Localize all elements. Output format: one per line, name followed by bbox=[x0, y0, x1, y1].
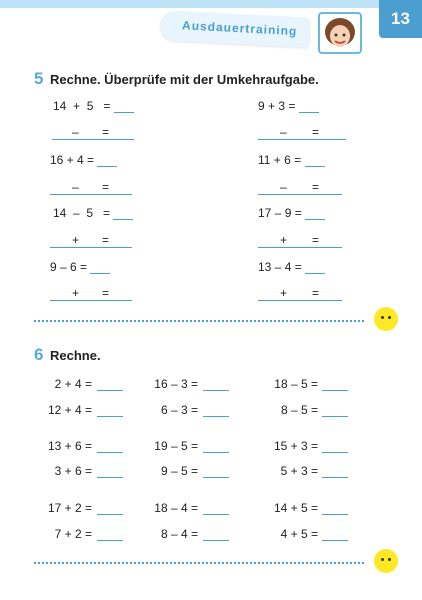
answer-blank bbox=[322, 376, 348, 391]
reverse-task-line: + = bbox=[258, 286, 342, 301]
reverse-task-line: – = bbox=[258, 125, 346, 140]
task-equation: 11 + 6 = bbox=[258, 153, 325, 167]
answer-blank bbox=[97, 463, 123, 478]
page-number: 13 bbox=[379, 0, 422, 38]
answer-blank bbox=[203, 402, 229, 417]
answer-blank bbox=[322, 463, 348, 478]
answer-blank bbox=[97, 376, 123, 391]
task-equation: 13 + 6 = bbox=[47, 439, 92, 453]
exercise-number-5: 5 bbox=[34, 69, 44, 88]
dotted-separator bbox=[34, 320, 364, 322]
top-band bbox=[0, 0, 422, 8]
task-equation: 16 – 3 = bbox=[154, 377, 198, 391]
answer-blank bbox=[203, 526, 229, 541]
answer-blank bbox=[322, 402, 348, 417]
header-tab bbox=[159, 10, 310, 48]
exercise-title-5: Rechne. Überprüfe mit der Umkehraufgabe. bbox=[50, 72, 319, 87]
task-equation: 8 – 4 = bbox=[160, 527, 198, 541]
task-equation: 2 + 4 = bbox=[54, 377, 92, 391]
reverse-task-line: + = bbox=[258, 233, 342, 248]
reverse-task-line: – = bbox=[52, 125, 134, 140]
task-equation: 14 + 5 = bbox=[273, 501, 318, 515]
avatar bbox=[318, 12, 362, 54]
reverse-task-line: – = bbox=[50, 180, 132, 195]
task-equation: 7 + 2 = bbox=[54, 527, 92, 541]
reverse-task-line: + = bbox=[50, 233, 132, 248]
task-equation: 3 + 6 = bbox=[54, 464, 92, 478]
answer-blank bbox=[322, 438, 348, 453]
answer-blank bbox=[322, 500, 348, 515]
exercise-title-6: Rechne. bbox=[50, 348, 101, 363]
answer-blank bbox=[97, 402, 123, 417]
answer-blank bbox=[97, 438, 123, 453]
dotted-separator bbox=[34, 562, 364, 564]
reverse-task-line: – = bbox=[258, 180, 342, 195]
task-equation: 14 – 5 = bbox=[53, 206, 133, 220]
answer-blank bbox=[203, 463, 229, 478]
answer-blank bbox=[203, 500, 229, 515]
task-equation: 8 – 5 = bbox=[280, 403, 318, 417]
task-equation: 15 + 3 = bbox=[273, 439, 318, 453]
task-equation: 17 – 9 = bbox=[258, 206, 325, 220]
task-equation: 14 + 5 = bbox=[53, 99, 134, 113]
answer-blank bbox=[203, 438, 229, 453]
reverse-task-line: + = bbox=[50, 286, 132, 301]
task-equation: 19 – 5 = bbox=[154, 439, 198, 453]
task-equation: 17 + 2 = bbox=[47, 501, 92, 515]
answer-blank bbox=[97, 526, 123, 541]
exercise-number-6: 6 bbox=[34, 345, 44, 364]
task-equation: 16 + 4 = bbox=[50, 153, 117, 167]
smiley-icon bbox=[374, 307, 398, 331]
task-equation: 5 + 3 = bbox=[280, 464, 318, 478]
task-equation: 13 – 4 = bbox=[258, 260, 325, 274]
task-equation: 4 + 5 = bbox=[280, 527, 318, 541]
task-equation: 18 – 4 = bbox=[154, 501, 198, 515]
answer-blank bbox=[322, 526, 348, 541]
header-title: Ausdauertraining bbox=[181, 18, 298, 39]
task-equation: 9 + 3 = bbox=[258, 99, 319, 113]
answer-blank bbox=[203, 376, 229, 391]
task-equation: 9 – 6 = bbox=[50, 260, 110, 274]
task-equation: 12 + 4 = bbox=[47, 403, 92, 417]
task-equation: 18 – 5 = bbox=[274, 377, 318, 391]
answer-blank bbox=[97, 500, 123, 515]
task-equation: 9 – 5 = bbox=[160, 464, 198, 478]
smiley-icon bbox=[374, 549, 398, 573]
task-equation: 6 – 3 = bbox=[160, 403, 198, 417]
